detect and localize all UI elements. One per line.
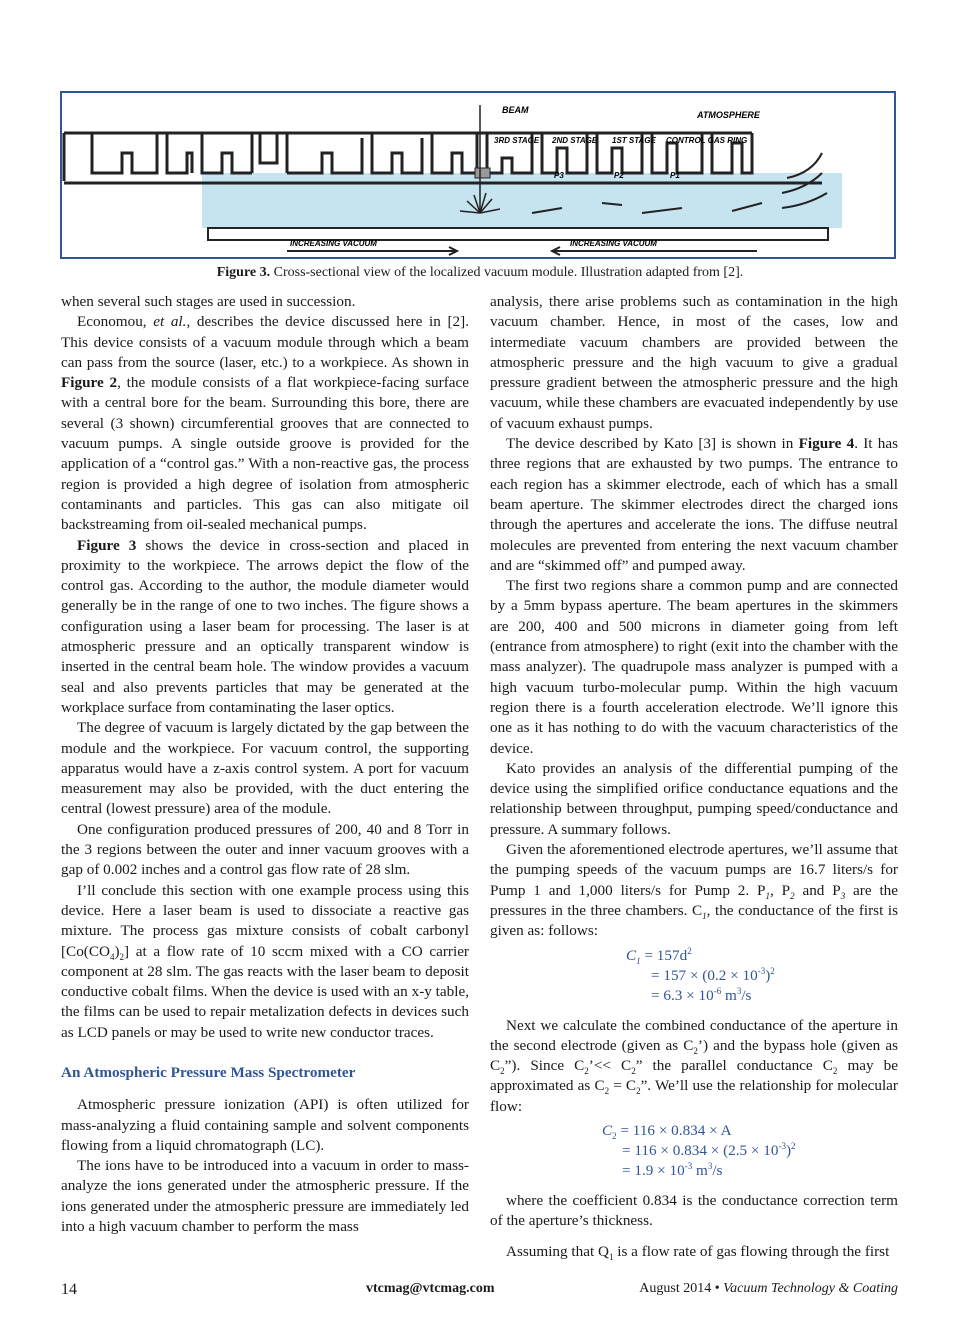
paragraph: Economou, et al., describes the device discussed here in [2]. This device consists of a vacuum module through which a beam can pass from the source (laser, etc.) to a workpiece. As shown in Figure 2, the module consists of a flat workpiece-facing surface with a central bore for the beam. Surrounding this bore, there are several (3 shown) circumferential grooves that are connected to vacuum pumps. A single outside groove is provided for the application of a “control gas.” With a non-reactive gas, the process region is provided a high degree of isolation from atmospheric contaminants and particles. This gas can also mitigate oil backstreaming from oil-sealed mechanical pumps. <box>61 313 469 534</box>
paragraph: when several such stages are used in succession. <box>61 293 356 310</box>
paragraph: Atmospheric pressure ionization (API) is often utilized for mass-analyzing a fluid containing sample and solvent components flowing from a liquid chromatograph (LC). <box>61 1096 469 1154</box>
paragraph: where the coefficient 0.834 is the conductance correction term of the aperture’s thickness. <box>490 1191 898 1230</box>
label-stage1: 1ST STAGE <box>612 136 656 145</box>
footer-email[interactable]: vtcmag@vtcmag.com <box>366 1281 495 1296</box>
section-heading: An Atmospheric Pressure Mass Spectrometer <box>61 1063 356 1081</box>
paragraph: Figure 3 shows the device in cross-section and placed in proximity to the workpiece. The arrows depict the flow of the control gas. According to the author, the module diameter would generally be in the range of one to two inches. The figure shows a configuration using a laser beam for processing. The laser is at atmospheric pressure and an optically transparent window is inserted in the central beam hole. The window provides a vacuum seal and also prevents particles that may be generated at the workplace surface from contaminating the laser optics. <box>61 536 469 716</box>
label-vac-left: INCREASING VACUUM <box>290 239 377 248</box>
label-control: CONTROL GAS RING <box>666 136 748 145</box>
window <box>475 168 490 178</box>
left-column <box>61 292 469 1237</box>
label-stage3: 3RD STAGE <box>494 136 540 145</box>
label-p1: P1 <box>670 171 680 180</box>
vacuum-module-diagram <box>62 93 894 257</box>
paragraph: The degree of vacuum is largely dictated by the gap between the module and the workpiece. For vacuum control, the supporting apparatus would have a z-axis control system. A port for vacuum measurement may also be provided, with the duct entering the central (lowest pressure) area of the module. <box>61 719 469 818</box>
gas-region <box>202 173 842 228</box>
vacuum-arrows <box>287 247 757 255</box>
figure-caption: Figure 3. Cross-sectional view of the localized vacuum module. Illustration adapted from [2]. <box>216 265 744 280</box>
paragraph: Kato provides an analysis of the differential pumping of the device using the simplified orifice conductance equations and the relationship between throughput, pumping speed/conductance and pressure. A summary follows. <box>490 759 898 838</box>
paragraph: Given the aforementioned electrode apertures, we’ll assume that the pumping speeds of the vacuum pumps are 16.7 liters/s for Pump 1 and 1,000 liters/s for Pump 2. $P_1$, $P_2$ and $P_3$ are the pressures in the three chambers. $C_1$, the conductance of the first is given as: follows: <box>490 841 899 940</box>
paragraph: analysis, there arise problems such as contamination in the high vacuum chamber. Hence, in most of the cases, low and intermediate vacuum chambers are provided between the atmospheric pressure and the high vacuum to give a gradual pressure gradient between the atmospheric pressure and the high vacuum, while these chambers are evacuated independently by use of vacuum exhaust pumps. <box>490 293 898 432</box>
label-beam: BEAM <box>502 105 529 115</box>
label-p3: P3 <box>554 171 564 180</box>
paragraph: Assuming that $Q_1$ is a flow rate of gas flowing through the first <box>506 1242 890 1262</box>
paragraph: Next we calculate the combined conductance of the aperture in the second electrode (given as $C_2$’) and the bypass hole (given as $C_2$”). Since $C_2’<< C_2$” the parallel conductance $C_2$ may be approximated as $C_2 = C_2$”. We’ll use the relationship for molecular flow: <box>490 1016 899 1115</box>
paragraph: The device described by Kato [3] is shown in Figure 4. It has three regions that are exhausted by two pumps. The entrance to each region has a skimmer electrode, each of which has a small beam aperture. The skimmer electrodes direct the charged ions through the apertures and accelerate the ions. The diffuse neutral molecules are prevented from entering the next vacuum chamber and are “skimmed off” and pumped away. <box>490 435 898 574</box>
label-atmosphere: ATMOSPHERE <box>697 110 760 120</box>
figure-3-frame <box>60 91 896 259</box>
page-number: 14 <box>61 1281 77 1298</box>
paragraph: I’ll conclude this section with one example process using this device. Here a laser beam is used to dissociate a reactive gas mixture. The process gas mixture consists of cobalt carbonyl $[Co(CO_4)_2]$ at a flow rate of 10 sccm mixed with a CO carrier component at 28 slm. The gas reacts with the laser beam to deposit conductive cobalt films. When the device is used with an x-y table, the films can be used to repair metalization defects in devices such as LCD panels or may be used to write new conductor traces. <box>61 881 469 1041</box>
paragraph: One configuration produced pressures of 200, 40 and 8 Torr in the 3 regions between the outer and inner vacuum grooves with a gap of 0.002 inches and a control gas flow rate of 28 slm. <box>61 820 469 879</box>
label-vac-right: INCREASING VACUUM <box>570 239 657 248</box>
label-p2: P2 <box>614 171 624 180</box>
equation-c1: $C_1 = 157d^2$ = $157 \times (0.2 \times 10^{-3})^2$ = $6.3 \times 10^{-6}$ $m^3/s$ <box>626 945 775 1004</box>
left-walls <box>64 133 192 181</box>
footer-issue: August 2014 • Vacuum Technology & Coating <box>639 1281 898 1296</box>
paragraph: The first two regions share a common pump and are connected by a 5mm bypass aperture. The beam apertures in the skimmers are 200, 400 and 500 microns in diameter going from left (entrance from atmosphere) to right (exit into the chamber with the mass analyzer). The quadrupole mass analyzer is pumped with a high vacuum turbo-molecular pump. Within the high vacuum region there is a fourth acceleration electrode. We’ll ignore this one as it has nothing to do with the vacuum characteristics of the device. <box>490 577 898 757</box>
paragraph: The ions have to be introduced into a vacuum in order to mass-analyze the ions generated under the atmospheric pressure. If the ions generated under the atmospheric pressure are immediately led into a high vacuum chamber to perform the mass <box>61 1157 469 1236</box>
equation-c2: $C_2 = 116 \times 0.834 \times A$ = $116 \times 0.834 \times (2.5 \times 10^{-3})^2$ = $1.9 \times 10^{-3}$ $m^3/s$ <box>602 1121 796 1179</box>
label-stage2: 2ND STAGE <box>552 136 598 145</box>
right-column <box>490 292 898 1262</box>
